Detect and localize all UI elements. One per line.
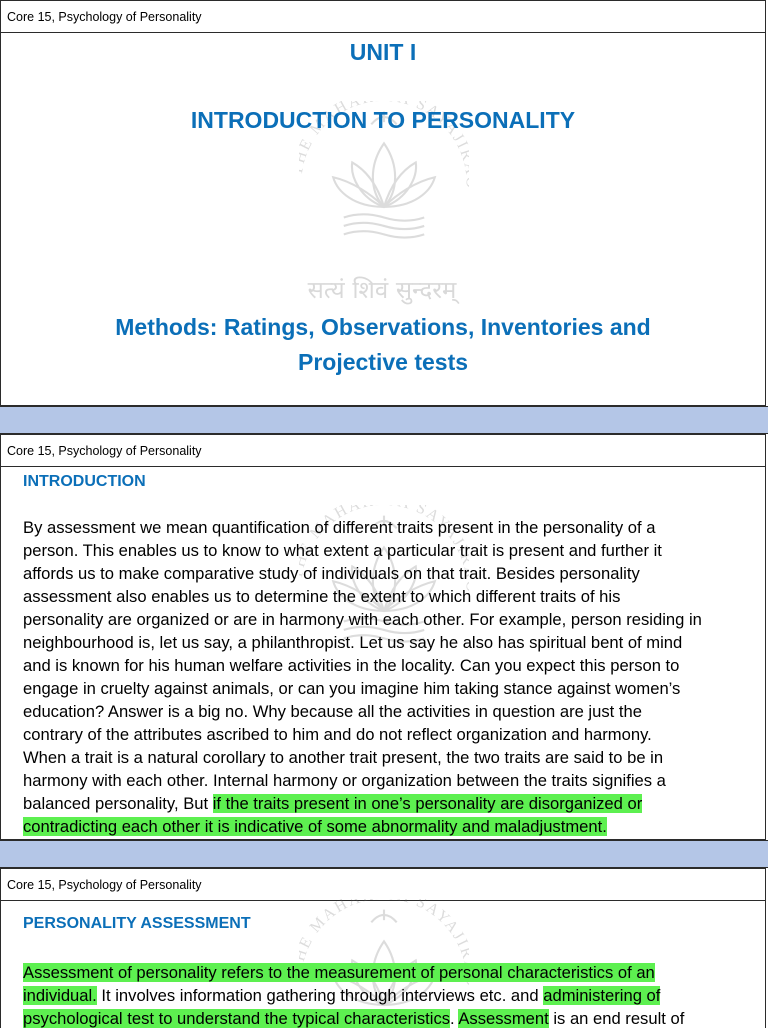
- paragraph-line: When a trait is a natural corollary to another trait present, the two traits are said to be in: [23, 748, 664, 767]
- subtitle-line-1: Methods: Ratings, Observations, Inventories and: [115, 314, 651, 340]
- section-heading-personality-assessment: PERSONALITY ASSESSMENT: [23, 915, 251, 932]
- paragraph-line: harmony with each other. Internal harmony or organization between the traits signifies a: [23, 771, 666, 790]
- highlighted-text: individual.: [23, 986, 97, 1005]
- paragraph-line: By assessment we mean quantification of different traits present in the personality of a: [23, 518, 656, 537]
- introduction-paragraph: [23, 516, 748, 838]
- paragraph-line: person. This enables us to know to what extent a particular trait is present and further it: [23, 541, 662, 560]
- plain-text: .: [450, 1009, 459, 1028]
- paragraph-line: engage in cruelty against animals, or can you imagine him taking stance against women’s: [23, 679, 681, 698]
- page-separator: [0, 406, 768, 434]
- paragraph-line: contrary of the attributes ascribed to him and do not reflect organization and harmony.: [23, 725, 652, 744]
- slide-3: [0, 868, 766, 1028]
- subtitle-line-2: Projective tests: [297, 349, 469, 375]
- paragraph-line: [23, 1007, 748, 1028]
- paragraph-line: education? Answer is a big no. Why because all the activities in question are just the: [23, 702, 642, 721]
- highlighted-text: psychological test to understand the typical characteristics: [23, 1009, 451, 1028]
- page-header: Core 15, Psychology of Personality: [1, 435, 765, 467]
- paragraph-line: [23, 792, 748, 815]
- slide-2: [0, 434, 766, 840]
- paragraph-line: [23, 961, 748, 984]
- paragraph-line: [23, 815, 748, 838]
- plain-text: is an end result of: [548, 1009, 685, 1028]
- highlighted-text: contradicting each other it is indicative of some abnormality and maladjustment.: [23, 817, 607, 836]
- page-title: INTRODUCTION TO PERSONALITY: [190, 107, 576, 133]
- highlighted-text: administering of: [543, 986, 661, 1005]
- paragraph-line: affords us to make comparative study of individuals on that trait. Besides personality: [23, 564, 640, 583]
- highlighted-text: if the traits present in one’s personality are disorganized or: [212, 794, 643, 813]
- unit-heading: UNIT I: [349, 39, 417, 65]
- page-header: Core 15, Psychology of Personality: [1, 869, 765, 901]
- watermark-motto: सत्यं शिवं सुन्दरम्: [307, 276, 457, 304]
- assessment-paragraph: [23, 961, 748, 1028]
- highlighted-text: Assessment: [458, 1009, 549, 1028]
- paragraph-line: and is known for his human welfare activities in the locality. Can you expect this person to: [23, 656, 680, 675]
- plain-text: balanced personality, But: [23, 794, 213, 813]
- paragraph-line: neighbourhood is, let us say, a philanthropist. Let us say he also has spiritual bent of mind: [23, 633, 683, 652]
- page-separator: [0, 840, 768, 868]
- plain-text: It involves information gathering through interviews etc. and: [96, 986, 544, 1005]
- section-heading-introduction: INTRODUCTION: [23, 473, 146, 490]
- paragraph-line: [23, 984, 748, 1007]
- page-header: Core 15, Psychology of Personality: [1, 1, 765, 33]
- paragraph-line: assessment also enables us to determine the extent to which different traits of his: [23, 587, 621, 606]
- slide-1: [0, 0, 766, 406]
- highlighted-text: Assessment of personality refers to the measurement of personal characteristics of an: [23, 963, 655, 982]
- paragraph-line: personality are organized or are in harmony with each other. For example, person residing in: [23, 610, 702, 629]
